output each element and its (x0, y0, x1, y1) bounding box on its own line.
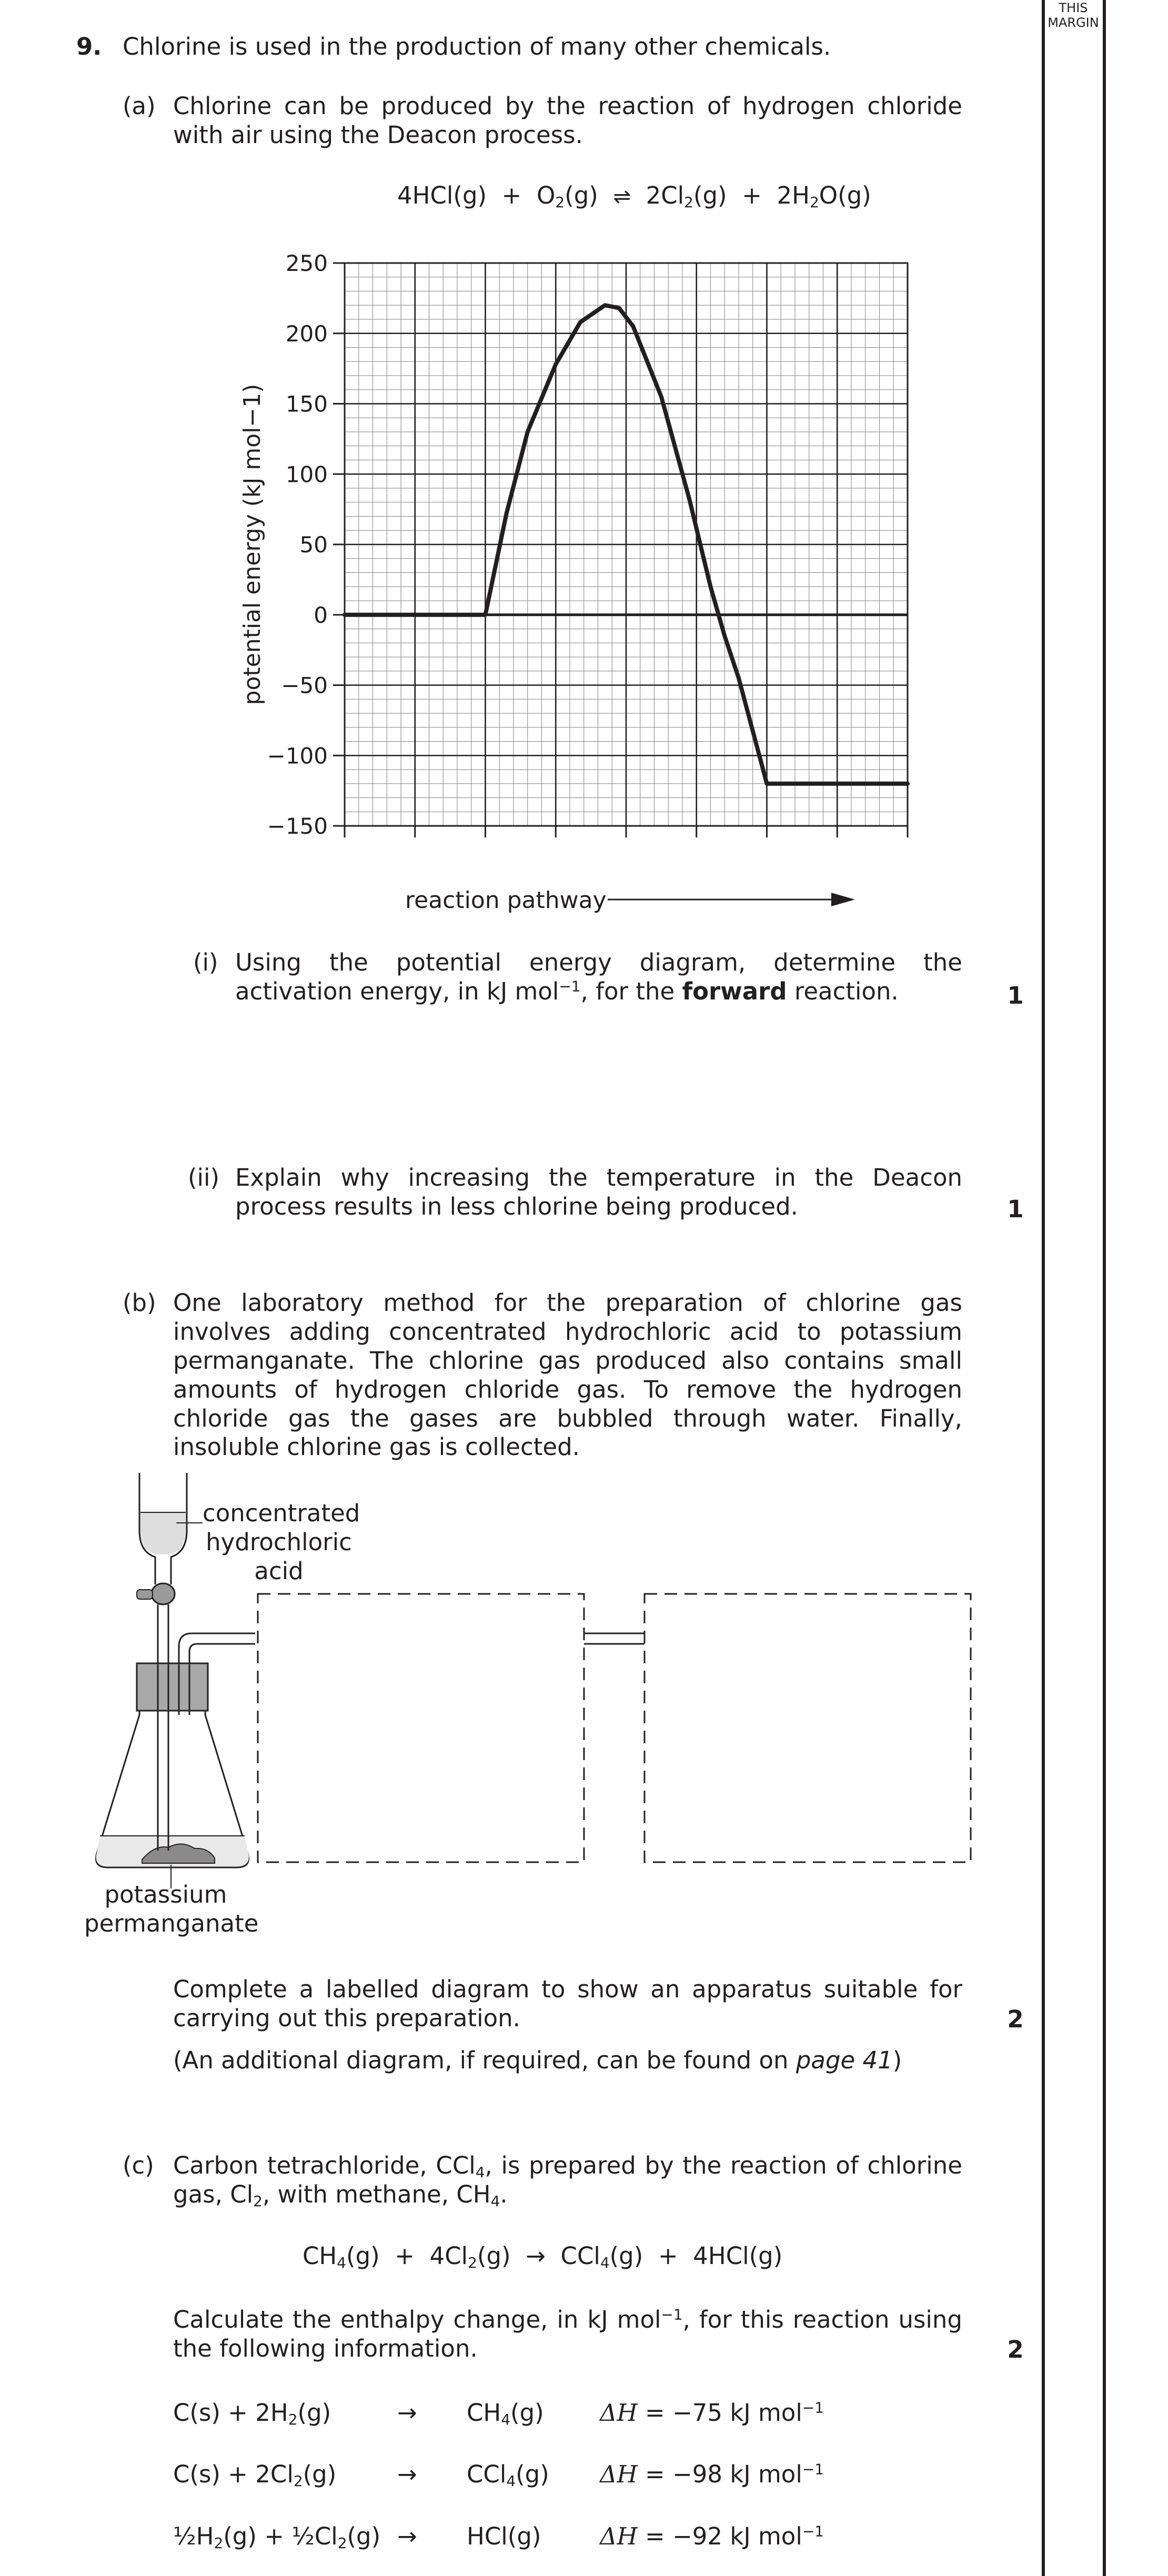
y-tick-label: 100 (285, 461, 328, 488)
y-tick-label: 0 (314, 602, 328, 628)
part-b-instruction: Complete a labelled diagram to show an apparatus suitable for carrying out this preparation. (173, 1975, 962, 2032)
row-1-reactants: $C(s) + 2H_2(g)$ (173, 2399, 331, 2428)
margin-rule-right (1103, 0, 1106, 2576)
part-c-instruction: Calculate the enthalpy change, in kJ mol$^{-1}$, for this reaction using the following information. (173, 2306, 963, 2362)
part-b-label: (b) (123, 1289, 156, 1317)
part-a-ii-marks: 1 (1007, 1195, 1024, 1223)
row-1-product: $CH_4(g)$ (467, 2399, 544, 2428)
part-b-marks: 2 (1007, 2005, 1024, 2033)
rubber-bung (137, 1663, 208, 1711)
chart-x-axis-label: reaction pathway (405, 887, 607, 914)
row-2-product: CCl$_4$(g) (467, 2460, 549, 2490)
row-1-arrow: → (397, 2399, 417, 2427)
label-potassium-permanganate: potassium permanganate (84, 1881, 259, 1937)
part-a-label: (a) (123, 92, 156, 120)
dashed-box-2 (645, 1594, 971, 1862)
row-2-arrow: → (397, 2460, 417, 2488)
part-a-i-marks: 1 (1007, 982, 1024, 1009)
part-c-text: Carbon tetrachloride, CCl$_4$, is prepared by the reaction of chlorine gas, $Cl_2$, with methane, $CH_4$. (173, 2151, 962, 2210)
row-2-reactants: $C(s) + 2Cl_2(g)$ (173, 2460, 337, 2490)
row-2-enthalpy: ΔH = −98 kJ mol$^{-1}$ (600, 2460, 824, 2488)
potential-energy-chart (210, 231, 947, 926)
part-b-additional-note: (An additional diagram, if required, can be found on page 41) (173, 2046, 902, 2074)
y-tick-label: 50 (299, 532, 328, 558)
part-a-i-text: Using the potential energy diagram, determine the activation energy, in kJ mol$^{-1}$, for the forward reaction. (235, 948, 962, 1005)
funnel-tap (152, 1583, 175, 1604)
chart-x-axis-arrowhead (831, 893, 855, 906)
y-tick-label: 200 (285, 320, 328, 347)
margin-label: THIS MARGIN (1048, 1, 1099, 30)
methane-chlorination-equation: $CH_4(g) + 4Cl_2(g) \to CCl_4(g) + 4HCl(g)$ (303, 2242, 783, 2271)
y-tick-label: −100 (267, 743, 328, 769)
row-3-reactants: $\frac{1}{2}H_2(g)$ + $\frac{1}{2}Cl_2(g)$ (173, 2522, 381, 2552)
part-b-text: One laboratory method for the preparation of chlorine gas involves adding concentrated hydrochloric acid to potassium permanganate. The chlorine gas produced also contains small amounts of hydrogen chloride gas. To remove the hydrogen chloride gas the gases are bubbled through water. Finally, insoluble chlorine gas is collected. (173, 1289, 962, 1461)
row-3-enthalpy: ΔH = −92 kJ mol$^{-1}$ (600, 2522, 824, 2550)
part-a-i-label: (i) (193, 948, 218, 976)
chart-x-ticks (345, 826, 908, 837)
dashed-box-1 (258, 1594, 584, 1862)
row-1-enthalpy: ΔH = −75 kJ mol$^{-1}$ (600, 2399, 824, 2427)
question-stem: Chlorine is used in the production of many other chemicals. (123, 33, 831, 60)
y-tick-label: −50 (281, 672, 328, 699)
row-3-arrow: → (397, 2522, 417, 2550)
row-3-product: HCl(g) (467, 2522, 541, 2550)
deacon-equation: $4HCl(g) + O_2(g)$ ⇌ $2Cl_2(g) + 2H_2O(g)$ (397, 181, 871, 211)
y-tick-label: 250 (285, 250, 328, 276)
part-a-ii-label: (ii) (188, 1164, 220, 1191)
margin-rule-left (1042, 0, 1045, 2576)
y-tick-label: 150 (285, 391, 328, 417)
chart-y-ticks (267, 250, 345, 839)
part-a-text: Chlorine can be produced by the reaction of hydrogen chloride with air using the Deacon process. (173, 92, 962, 149)
part-a-ii-text: Explain why increasing the temperature in the Deacon process results in less chlorine being produced. (235, 1164, 962, 1220)
label-hydrochloric-acid: concentrated hydrochloric acid (203, 1499, 360, 1585)
funnel-acid (140, 1512, 186, 1554)
part-c-label: (c) (123, 2151, 154, 2179)
chart-y-axis-label: potential energy (kJ mol−1) (239, 383, 266, 705)
question-number: 9. (76, 33, 102, 60)
y-tick-label: −150 (267, 813, 328, 839)
part-c-marks: 2 (1007, 2336, 1024, 2363)
